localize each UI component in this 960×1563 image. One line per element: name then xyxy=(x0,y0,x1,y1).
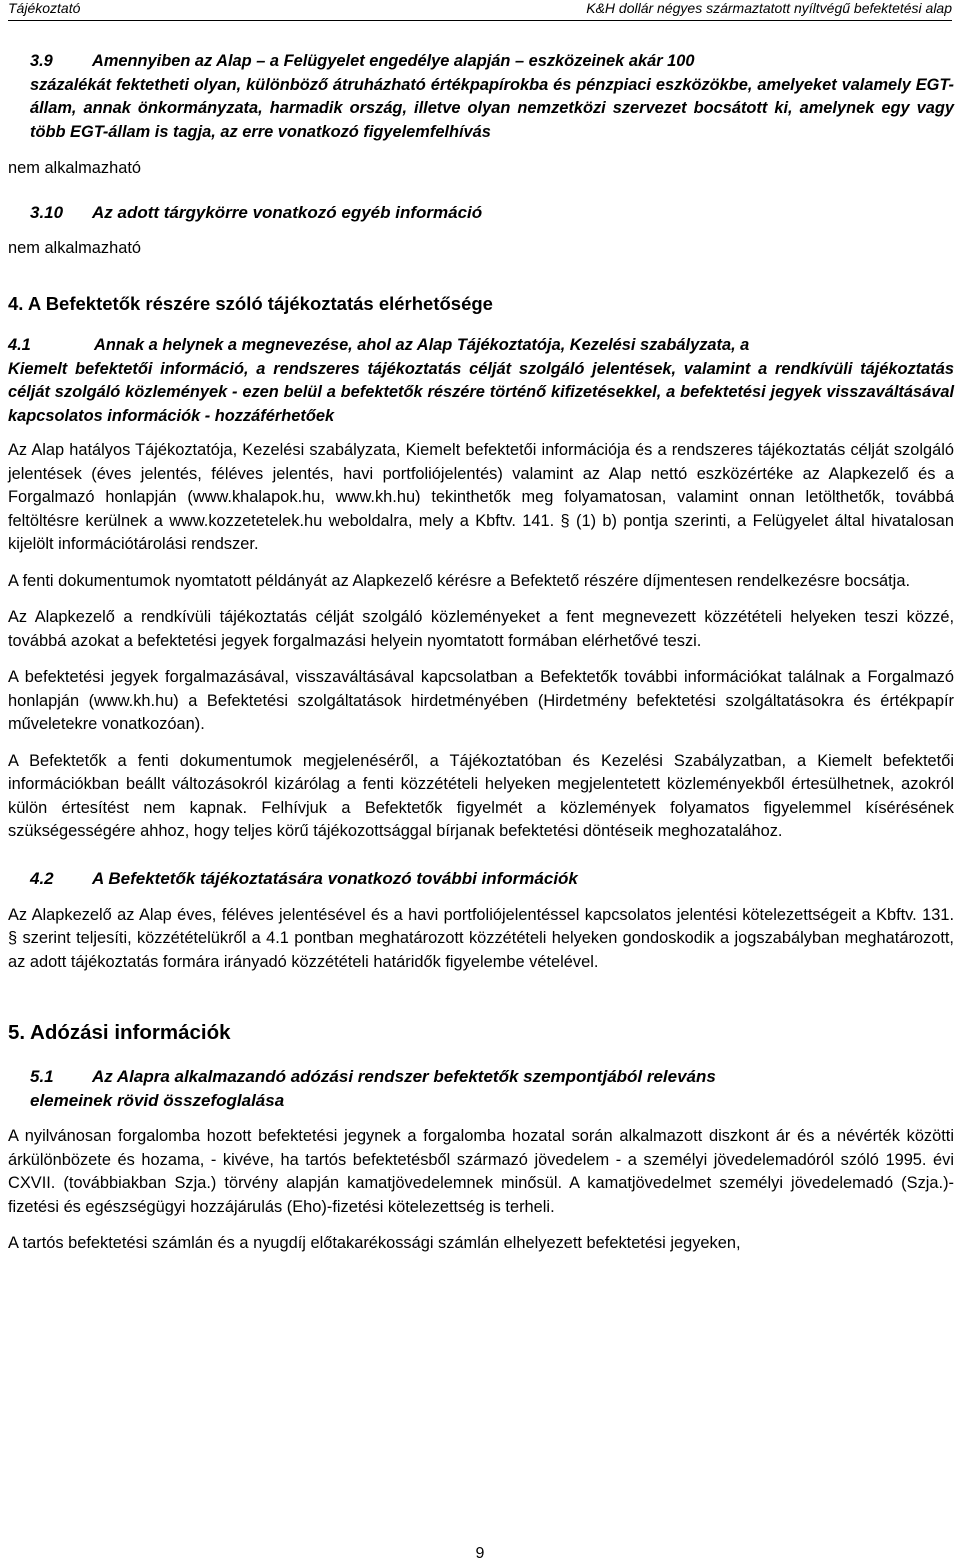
section-5-1-heading-cont: elemeinek rövid összefoglalása xyxy=(30,1091,285,1110)
section-4-1-heading-cont: Kiemelt befektetői információ, a rendszeres tájékoztatás célját szolgáló jelentések, valamint a rendkívüli tájékoztatás célját szolgáló közlemények - ezen belül a befektetők részére történő kifizetésekkel, a befektetési jegyek visszaváltásával kapcsolatos információk - hozzáférhetőek xyxy=(8,359,954,425)
section-4-heading: 4. A Befektetők részére szóló tájékoztatás elérhetősége xyxy=(8,293,493,314)
section-5-1-paragraph-1: A nyilvánosan forgalomba hozott befektetési jegynek a forgalomba hozatal során alkalmazott diszkont ár és a névérték közötti árkülönbözete és hozama, - kivéve, ha tartós befektetésből származó jövedelem - a személyi jövedelemadóról szóló 1995. évi CXVII. (továbbiakban Szja.) törvény alapján kamatjövedelemnek minősül. A kamatjövedelmet személyi jövedelemadó (Szja.)-fizetési és egészségügyi hozzájárulás (Eho)-fizetési kötelezettség is terheli. xyxy=(8,1127,954,1216)
section-4-1-paragraph-5: A Befektetők a fenti dokumentumok megjelenéséről, a Tájékoztatóban és Kezelési Szabályzatban, a Kiemelt befektetői információkban beállt változásokról kizárólag a fenti közzétételi helyeken megjelentetett közleményekből értesülhetnek, azokról külön értesítést nem kapnak. Felhívjuk a Befektetők figyelmét a közlemények folyamatos figyelemmel kísérésének szükségességére ahhoz, hogy teljes körű tájékozottsággal bírjanak befektetési döntéseik meghozatalához. xyxy=(8,751,954,840)
page-number: 9 xyxy=(475,1545,485,1562)
section-4-2-paragraph-1: Az Alapkezelő az Alap éves, féléves jelentésével és a havi portfoliójelentéssel kapcsolatos jelentési kötelezettségeit a Kbftv. 131. § szerint teljesíti, közzétételükről a 4.1 pontban meghatározott közzétételi helyeken gondoskodik a jogszabályban meghatározott, az adott tájékoztatás formára irányadó közzétételi határidők figyelembe vételével. xyxy=(8,905,954,971)
section-4-1-paragraph-3: Az Alapkezelő a rendkívüli tájékoztatás célját szolgáló közleményeket a fent megnevezett közzétételi helyeken teszi közzé, továbbá azokat a befektetési jegyek forgalmazási helyein nyomtatott formában elérhetővé teszi. xyxy=(8,608,954,650)
section-4-2-heading xyxy=(30,867,954,891)
page-content xyxy=(8,50,954,1256)
section-number: 4.2 xyxy=(30,868,54,888)
section-number: 4.1 xyxy=(8,336,31,354)
section-title: Amennyiben az Alap – a Felügyelet engedélye alapján – eszközeinek akár 100 xyxy=(92,52,695,70)
section-5-1-paragraph-2: A tartós befektetési számlán és a nyugdíj előtakarékossági számlán elhelyezett befektetési jegyeken, xyxy=(8,1234,741,1252)
section-title: Az adott tárgykörre vonatkozó egyéb információ xyxy=(92,202,483,222)
section-5-1 xyxy=(30,1065,954,1113)
section-3-9-heading xyxy=(30,50,954,74)
section-3-10-value: nem alkalmazható xyxy=(8,238,142,257)
section-4-1-paragraph-1: Az Alap hatályos Tájékoztatója, Kezelési szabályzata, Kiemelt befektetői információja és a rendszeres tájékoztatás célját szolgáló jelentések (éves jelentés, féléves jelentés, havi portfoliójelentés) valamint az Alap nettó eszközértéke az Alapkezelő és a Forgalmazó honlapján (www.khalapok.hu, www.kh.hu) tekinthetők meg folyamatosan, valamint onnan letölthetők, továbbá feltöltésre kerülnek a www.kozzetetelek.hu weboldalra, mely a Kbftv. 141. § (1) b) pontja szerinti, a Felügyelet által hivatalosan kijelölt információtárolási rendszer. xyxy=(8,441,954,553)
section-4-1-paragraph-4: A befektetési jegyek forgalmazásával, visszaváltásával kapcsolatban a Befektetők további információkat találnak a Forgalmazó honlapján (www.kh.hu) a Befektetési szolgáltatások hirdetményében (Hirdetmény befektetési szolgáltatásokra és értékpapír műveletekre vonatkozóan). xyxy=(8,668,954,733)
section-3-10-heading xyxy=(30,201,954,225)
section-4-1 xyxy=(8,334,954,428)
section-3-9 xyxy=(30,50,954,144)
section-5-heading: 5. Adózási információk xyxy=(8,1021,231,1044)
header-right-title: K&H dollár négyes származtatott nyíltvégű befektetési alap xyxy=(586,0,952,16)
header-left-title: Tájékoztató xyxy=(8,0,81,16)
section-number: 5.1 xyxy=(30,1067,54,1086)
section-number: 3.10 xyxy=(30,202,64,222)
section-number: 3.9 xyxy=(30,52,53,70)
section-5-1-heading xyxy=(30,1065,954,1089)
section-title: A Befektetők tájékoztatására vonatkozó további információk xyxy=(92,868,578,888)
section-4-1-paragraph-2: A fenti dokumentumok nyomtatott példányát az Alapkezelő kérésre a Befektető részére díjmentesen rendelkezésre bocsátja. xyxy=(8,571,910,590)
section-3-9-heading-cont: százalékát fektetheti olyan, különböző átruházható értékpapírokba és pénzpiaci eszközökbe, amelyeket valamely EGT-állam, annak önkormányzata, harmadik ország, illetve olyan nemzetközi szervezet bocsátott ki, amelynek egy vagy több EGT-állam is tagja, az erre vonatkozó figyelemfelhívás xyxy=(30,75,954,141)
page-header xyxy=(8,0,952,21)
section-3-9-value: nem alkalmazható xyxy=(8,159,142,177)
section-title: Az Alapra alkalmazandó adózási rendszer befektetők szempontjából releváns xyxy=(92,1067,716,1086)
section-title: Annak a helynek a megnevezése, ahol az Alap Tájékoztatója, Kezelési szabályzata, a xyxy=(94,336,750,354)
section-4-1-heading xyxy=(8,334,954,358)
